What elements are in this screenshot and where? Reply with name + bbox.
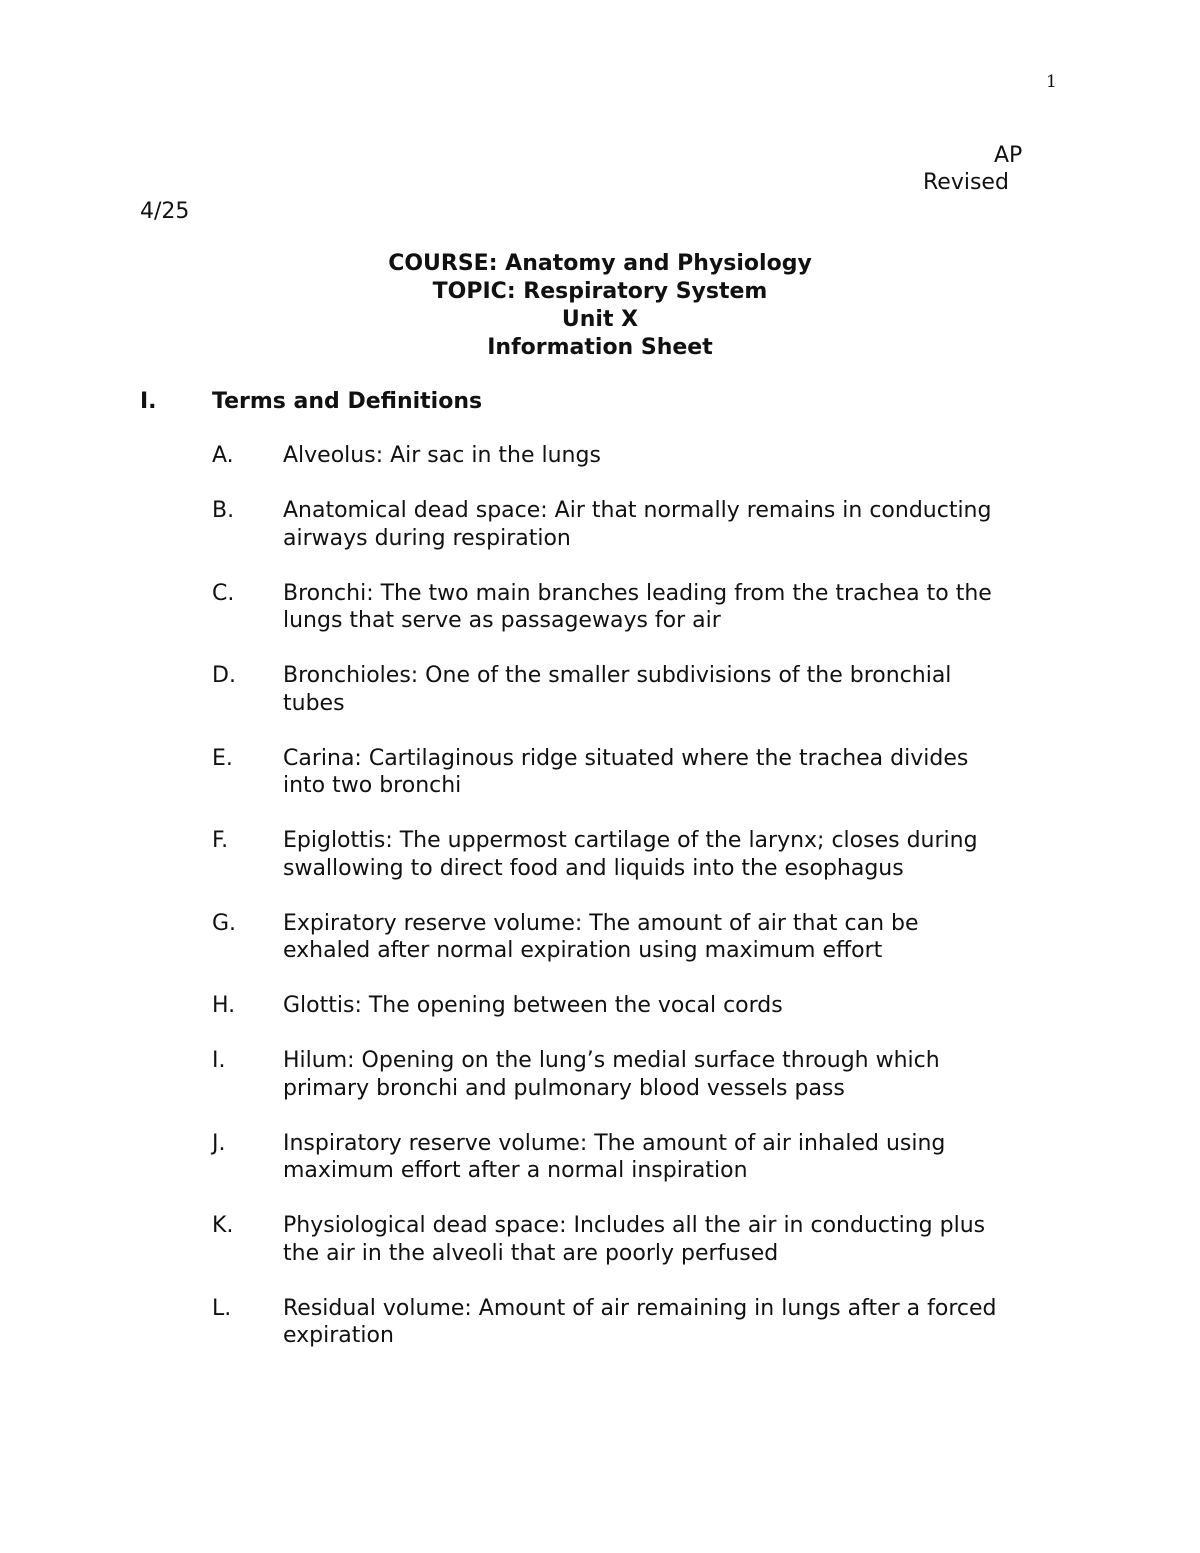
term-letter: A. xyxy=(212,443,234,468)
term-definition: Epiglottis: The uppermost cartilage of the larynx; closes during swallowing to direct food and liquids into the esophagus xyxy=(283,828,978,881)
term-definition: Bronchi: The two main branches leading from the trachea to the lungs that serve as passageways for air xyxy=(283,580,992,633)
term-definition: Carina: Cartilaginous ridge situated where the trachea divides into two bronchi xyxy=(283,745,969,798)
term-definition: Inspiratory reserve volume: The amount of air inhaled using maximum effort after a normal inspiration xyxy=(283,1130,946,1183)
term-item xyxy=(212,745,1072,800)
page-number: 1 xyxy=(1046,72,1057,92)
course-code: AP xyxy=(994,143,1023,168)
term-definition: Residual volume: Amount of air remaining in lungs after a forced expiration xyxy=(283,1295,997,1348)
term-item xyxy=(212,827,1072,882)
term-definition: Anatomical dead space: Air that normally remains in conducting airways during respiration xyxy=(283,498,992,551)
revised-label: Revised xyxy=(923,170,1009,195)
course-title: COURSE: Anatomy and Physiology xyxy=(388,251,812,276)
term-definition: Physiological dead space: Includes all the air in conducting plus the air in the alveoli that are poorly perfused xyxy=(283,1213,986,1266)
terms-list xyxy=(212,442,1072,1377)
topic-title: TOPIC: Respiratory System xyxy=(432,279,768,304)
term-definition: Expiratory reserve volume: The amount of air that can be exhaled after normal expiration using maximum effort xyxy=(283,910,919,963)
term-item xyxy=(212,497,1072,552)
term-letter: F. xyxy=(212,828,229,853)
unit-title: Unit X xyxy=(561,307,639,332)
section-title: Terms and Definitions xyxy=(212,389,483,414)
sheet-title: Information Sheet xyxy=(487,335,713,360)
term-letter: K. xyxy=(212,1213,234,1238)
term-letter: J. xyxy=(212,1130,226,1156)
term-definition: Hilum: Opening on the lung’s medial surface through which primary bronchi and pulmonary blood vessels pass xyxy=(283,1048,940,1101)
term-letter: H. xyxy=(212,993,236,1018)
term-letter: E. xyxy=(212,745,233,771)
term-letter: L. xyxy=(212,1295,232,1321)
term-definition: Alveolus: Air sac in the lungs xyxy=(283,443,601,468)
term-letter: B. xyxy=(212,498,235,523)
section-numeral: I. xyxy=(140,389,157,414)
term-definition: Glottis: The opening between the vocal cords xyxy=(283,993,783,1018)
term-letter: C. xyxy=(212,580,235,606)
term-item xyxy=(212,580,1072,635)
term-letter: I. xyxy=(212,1048,226,1073)
revision-date: 4/25 xyxy=(140,199,190,224)
term-letter: G. xyxy=(212,910,237,936)
term-item xyxy=(212,442,1072,470)
document-title-block xyxy=(0,250,1200,362)
term-item xyxy=(212,1295,1072,1350)
term-item xyxy=(212,1047,1072,1102)
term-item xyxy=(212,1130,1072,1185)
term-letter: D. xyxy=(212,663,236,688)
term-item xyxy=(212,910,1072,965)
term-item xyxy=(212,662,1072,717)
term-item xyxy=(212,992,1072,1020)
term-item xyxy=(212,1212,1072,1267)
term-definition: Bronchioles: One of the smaller subdivisions of the bronchial tubes xyxy=(283,663,952,716)
